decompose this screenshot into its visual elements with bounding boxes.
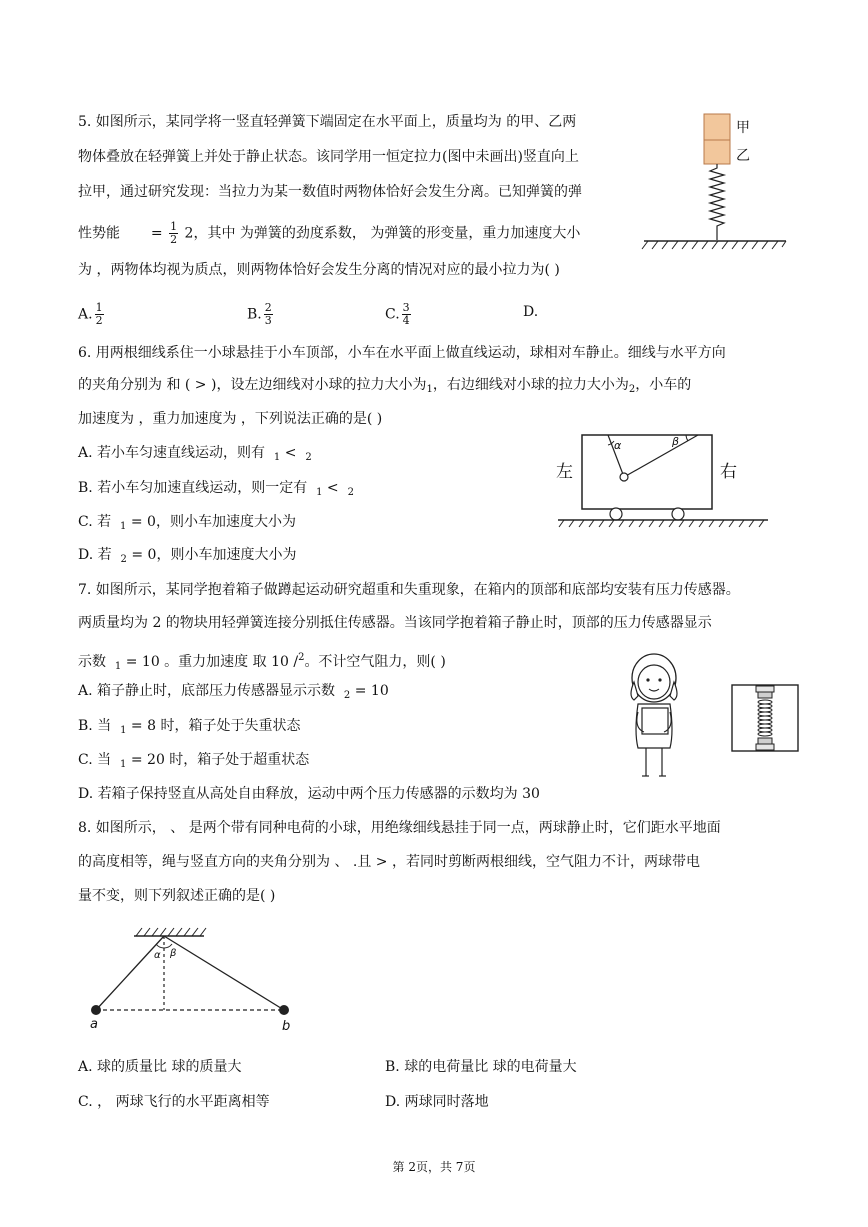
q8-line-2: 的高度相等，绳与竖直方向的夹角分别为 、 .且 > ，若同时剪断两根细线，空气阻力不计，两球带电 — [78, 854, 700, 870]
top-sensor — [756, 686, 774, 692]
cart-body — [582, 435, 712, 509]
spring — [710, 164, 724, 240]
q5-spring-figure — [640, 108, 790, 258]
q5-line-2: 物体叠放在轻弹簧上并处于静止状态。该同学用一恒定拉力(图中未画出)竖直向上 — [78, 149, 579, 165]
q6-line-2: 的夹角分别为 和 ( > )，设左边细线对小球的拉力大小为$_1$，右边细线对小球的拉力大小为$_2$，小车的 — [78, 377, 692, 395]
label-right: 右 — [720, 462, 737, 482]
q7-option-a: A. 箱子静止时，底部压力传感器显示示数 $_2$ = 10 — [78, 683, 389, 701]
alpha-label: α — [154, 950, 161, 961]
q7-option-d: D. 若箱子保持竖直从高处自由释放，运动中两个压力传感器的示数均为 30 — [78, 786, 540, 802]
beta-label: β — [672, 435, 680, 448]
q5-line-5: 为 ，两物体均视为质点，则两物体恰好会发生分离的情况对应的最小拉力为( ) — [78, 262, 560, 278]
q7-option-c: C. 当 $_1$ = 20 时，箱子处于超重状态 — [78, 752, 310, 770]
bottom-sensor — [756, 744, 774, 750]
q7-line-2: 两质量均为 2 的物块用轻弹簧连接分别抵住传感器。当该同学抱着箱子静止时，顶部的压力传感器显示 — [78, 615, 712, 631]
q6-option-d: D. 若 $_2$ = 0，则小车加速度大小为 — [78, 547, 297, 565]
left-wheel — [610, 508, 622, 520]
q8-balls-figure — [84, 922, 299, 1034]
q5-line-4-rest: 2，其中 为弹簧的劲度系数， 为弹簧的形变量，重力加速度大小 — [184, 225, 581, 242]
ball-b-label: b — [282, 1019, 291, 1034]
q6-cart-figure — [548, 425, 773, 530]
q5-option-b: B. $\frac{2}{3}$ — [247, 301, 272, 327]
q7-line-1: 7. 如图所示，某同学抱着箱子做蹲起运动研究超重和失重现象，在箱内的顶部和底部均安装有压力传感器。 — [78, 582, 740, 598]
q6-line-3: 加速度为 ，重力加速度为 ，下列说法正确的是( ) — [78, 411, 383, 427]
alpha-label: α — [614, 439, 622, 452]
q7-line-3: 示数 $_1$ = 10 。重力加速度 取 10 /$^2$。不计空气阻力，则( ) — [78, 652, 446, 672]
q8-option-d: D. 两球同时落地 — [385, 1094, 489, 1110]
q8-option-c: C. ， 两球飞行的水平距离相等 — [78, 1094, 270, 1110]
label-yi: 乙 — [736, 148, 750, 164]
right-wheel — [672, 508, 684, 520]
bottom-block — [758, 738, 772, 744]
ball-a-label: a — [90, 1017, 98, 1032]
q8-line-1: 8. 如图所示， 、 是两个带有同种电荷的小球，用绝缘细线悬挂于同一点，两球静止时，它们距水平地面 — [78, 820, 721, 836]
top-block — [758, 692, 772, 698]
q6-option-c: C. 若 $_1$ = 0，则小车加速度大小为 — [78, 514, 296, 532]
beta-label: β — [170, 948, 177, 959]
q5-option-a: A. $\frac{1}{2}$ — [78, 301, 103, 327]
ball — [620, 473, 628, 481]
q8-line-3: 量不变，则下列叙述正确的是( ) — [78, 888, 276, 904]
q5-half-fraction: $\frac{1}{2}$ — [170, 220, 178, 246]
q7-box-figure — [731, 684, 799, 754]
ball-a — [91, 1005, 101, 1015]
q8-option-b: B. 球的电荷量比 球的电荷量大 — [385, 1059, 577, 1075]
q7-option-b: B. 当 $_1$ = 8 时，箱子处于失重状态 — [78, 718, 301, 736]
label-jia: 甲 — [736, 120, 750, 136]
page-footer: 第 2页，共 7页 — [392, 1160, 476, 1174]
block-yi — [704, 140, 730, 164]
q5-elastic-energy-label: 性势能 — [78, 225, 120, 242]
q5-option-c: C. $\frac{3}{4}$ — [385, 301, 410, 327]
q5-line-1: 5. 如图所示，某同学将一竖直轻弹簧下端固定在水平面上，质量均为 的甲、乙两 — [78, 114, 577, 130]
block-jia — [704, 114, 730, 140]
face — [638, 665, 670, 699]
string-a — [96, 936, 164, 1010]
q5-option-d: D. — [523, 304, 539, 320]
q5-line-3: 拉甲，通过研究发现：当拉力为某一数值时两物体恰好会发生分离。已知弹簧的弹 — [78, 184, 582, 200]
q6-option-a: A. 若小车匀速直线运动，则有 $_1$ < $_2$ — [78, 445, 312, 463]
q7-person-figure — [622, 652, 687, 782]
label-left: 左 — [556, 462, 573, 482]
held-box — [642, 708, 668, 734]
ball-b — [279, 1005, 289, 1015]
q6-line-1: 6. 用两根细线系住一小球悬挂于小车顶部，小车在水平面上做直线运动，球相对车静止。细线与水平方向 — [78, 345, 726, 361]
q8-option-a: A. 球的质量比 球的质量大 — [78, 1059, 242, 1075]
q6-option-b: B. 若小车匀加速直线运动，则一定有 $_1$ < $_2$ — [78, 480, 354, 498]
q5-line-4 — [78, 221, 580, 246]
q5-equals: = — [150, 225, 163, 242]
string-b — [164, 936, 284, 1010]
